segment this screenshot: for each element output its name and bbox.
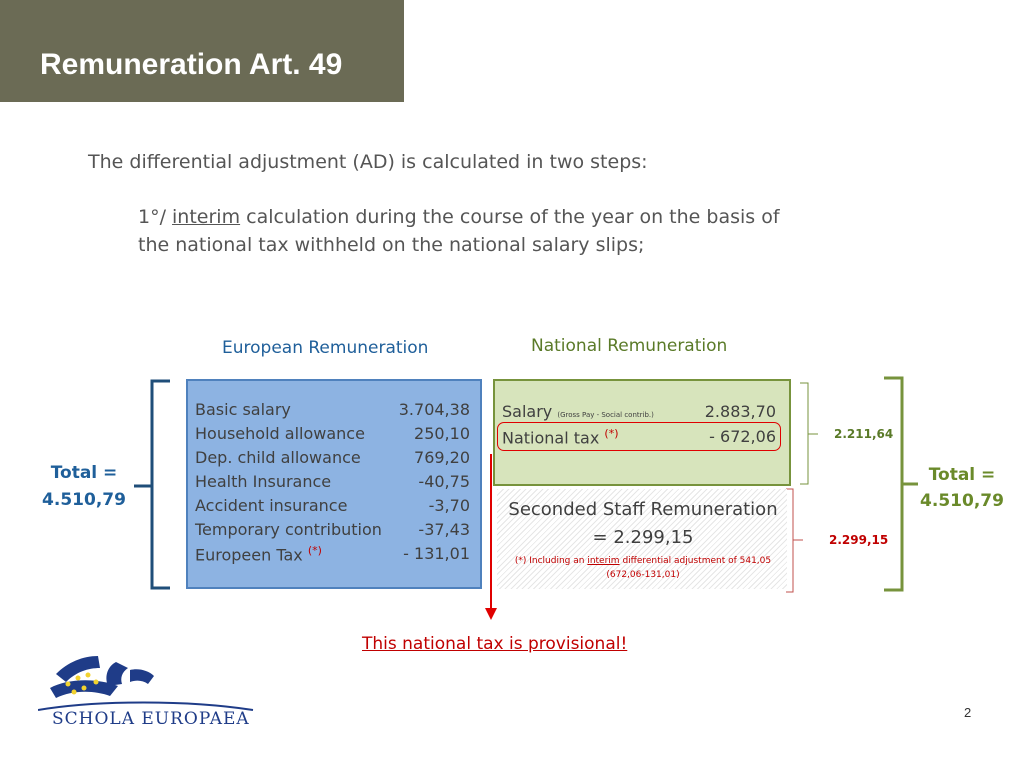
logo-text: SCHOLA EUROPAEA [52,709,250,728]
right-total-value: 4.510,79 [920,491,1004,511]
salary-value: 2.883,70 [704,402,776,421]
eu-tax-marker: (*) [307,544,322,557]
seconded-line1: Seconded Staff Remuneration [508,499,778,520]
seconded-side-value: 2.299,15 [829,533,889,547]
step1-rest: calculation during the course of the year on the basis of [240,206,780,228]
eu-row: Dep. child allowance 769,20 [195,448,470,467]
right-total-label: Total = [928,465,996,485]
national-side-value: 2.211,64 [834,427,894,441]
left-total-value: 4.510,79 [42,490,126,510]
right-brace [884,378,918,590]
eu-row: Temporary contribution -37,43 [195,520,470,539]
schola-europaea-logo [38,648,258,728]
european-rows [195,400,470,568]
national-tax-line [502,427,619,447]
eu-row: Europeen Tax (*) - 131,01 [195,544,470,565]
step1-interim: interim [172,206,241,228]
seconded-note-line2: (672,06-131,01) [606,570,680,580]
page-number: 2 [964,705,972,720]
step1-prefix: 1°/ [138,206,173,228]
salary-line [502,402,654,421]
national-heading: National Remuneration [531,336,728,356]
eu-row: Basic salary 3.704,38 [195,400,470,419]
left-total-label: Total = [50,463,118,483]
national-small-bracket [800,383,808,484]
left-brace [134,381,170,588]
salary-label: Salary [502,402,553,421]
provisional-warning: This national tax is provisional! [362,634,628,654]
eu-row: Health Insurance -40,75 [195,472,470,491]
seconded-note-line1: (*) Including an interim differential adjustment of 541,05 [514,556,772,566]
step1-line2: the national tax withheld on the national salary slips; [138,234,645,256]
eu-row: Accident insurance -3,70 [195,496,470,515]
national-tax-marker: (*) [604,427,619,440]
national-tax-value: - 672,06 [709,427,776,446]
eu-row: Household allowance 250,10 [195,424,470,443]
page-title: Remuneration Art. 49 [40,48,343,81]
salary-note: (Gross Pay - Social contrib.) [557,411,654,419]
european-heading: European Remuneration [222,338,429,358]
national-tax-label: National tax [502,428,600,448]
intro-text: The differential adjustment (AD) is calculated in two steps: [88,151,648,173]
seconded-line2: = 2.299,15 [592,527,694,548]
